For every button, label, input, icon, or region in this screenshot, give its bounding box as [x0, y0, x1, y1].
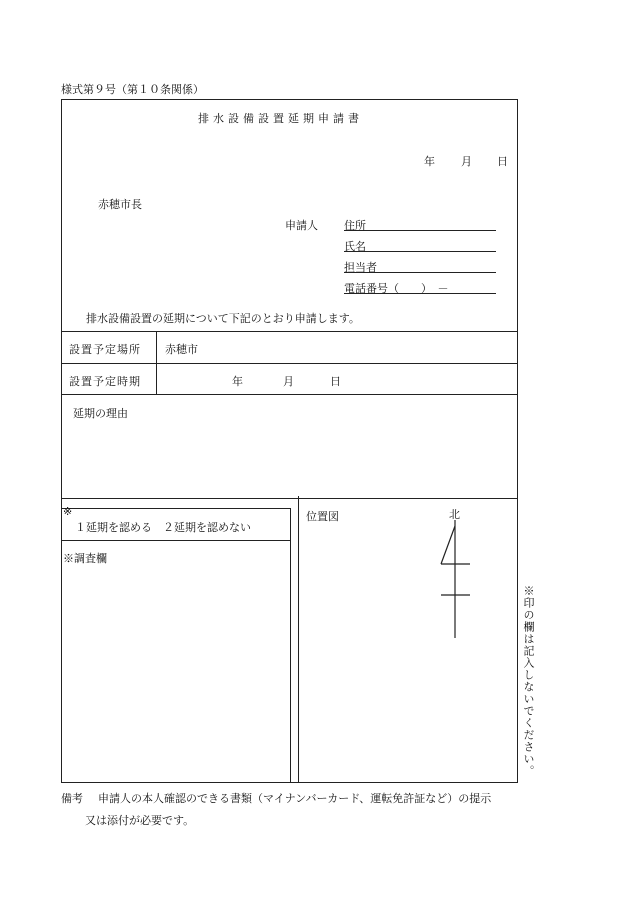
application-statement: 排水設備設置の延期について下記のとおり申請します。 — [86, 312, 360, 325]
period-month-label: 月 — [283, 375, 294, 388]
approval-mark: ※ — [63, 505, 73, 518]
location-value[interactable]: 赤穂市 — [165, 343, 198, 356]
side-note: ※印の欄は記入しないでください。 — [522, 585, 535, 777]
reason-input-area[interactable] — [61, 420, 517, 496]
person-in-charge-label: 担当者 — [344, 261, 377, 274]
form-number: 様式第９号（第１０条関係） — [61, 83, 204, 96]
address-field[interactable] — [344, 217, 496, 231]
period-label: 設置予定時期 — [69, 375, 141, 388]
addressee: 赤穂市長 — [98, 198, 142, 211]
remarks-line-2: 又は添付が必要です。 — [85, 814, 195, 827]
north-label: 北 — [449, 508, 460, 521]
approval-options[interactable]: １延期を認める ２延期を認めない — [75, 521, 251, 534]
date-year-label: 年 — [424, 155, 435, 168]
period-day-label: 日 — [330, 375, 341, 388]
divider — [61, 540, 290, 541]
reason-label: 延期の理由 — [73, 407, 128, 420]
person-in-charge-field[interactable] — [344, 259, 496, 273]
address-label: 住所 — [344, 219, 366, 232]
divider — [61, 331, 517, 332]
divider — [156, 331, 157, 395]
north-arrow-icon — [438, 520, 472, 640]
name-field[interactable] — [344, 238, 496, 252]
map-label: 位置図 — [306, 510, 339, 523]
remarks-label: 備考 — [61, 792, 83, 805]
survey-label: ※調査欄 — [63, 552, 107, 565]
divider — [61, 363, 517, 364]
date-day-label: 日 — [497, 155, 508, 168]
date-month-label: 月 — [461, 155, 472, 168]
map-area[interactable] — [298, 496, 516, 782]
remarks-line-1: 申請人の本人確認のできる書類（マイナンバーカード、運転免許証など）の提示 — [98, 792, 492, 805]
phone-field[interactable] — [344, 280, 496, 294]
applicant-label: 申請人 — [285, 219, 318, 232]
divider — [61, 394, 517, 395]
phone-label: 電話番号（ ） － — [344, 282, 449, 295]
period-year-label: 年 — [232, 375, 243, 388]
name-label: 氏名 — [344, 240, 366, 253]
document-title: 排水設備設置延期申請書 — [198, 112, 363, 125]
location-label: 設置予定場所 — [69, 343, 141, 356]
